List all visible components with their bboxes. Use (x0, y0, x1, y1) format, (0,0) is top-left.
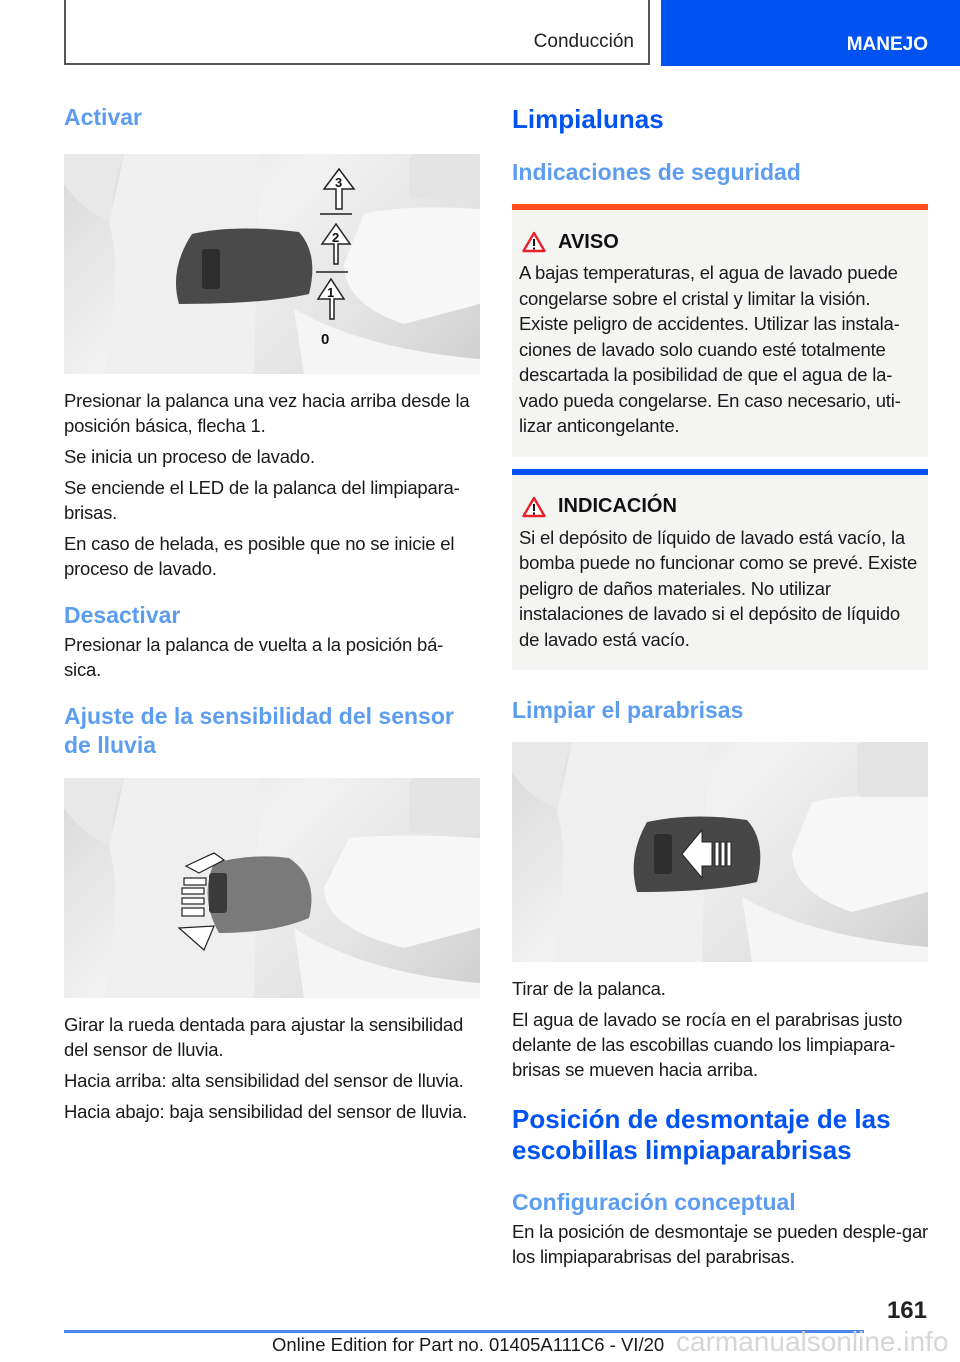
watermark: carmanualsonline.info (676, 1326, 949, 1357)
header-section-title: Conducción (533, 31, 634, 52)
lever-push-up-illustration (64, 154, 480, 374)
page-number: 161 (886, 1297, 927, 1324)
heading-configuracion-conceptual: Configuración conceptual (512, 1189, 796, 1215)
limpiar-text-1: Tirar de la palanca. (512, 978, 666, 999)
footer-edition-text: Online Edition for Part no. 01405A111C6 - VI/20 (272, 1334, 665, 1355)
lever-pull-illustration (512, 742, 928, 962)
warning-triangle-icon (522, 496, 546, 518)
thumbwheel-illustration (64, 778, 480, 998)
heading-limpialunas: Limpialunas (512, 104, 664, 134)
svg-text:1: 1 (327, 285, 335, 300)
heading-activar: Activar (64, 104, 142, 130)
limpiar-text-2: El agua de lavado se rocía en el parabrisas justo delante de las escobillas cuando los limpiapara-brisas se mueven hacia arriba. (512, 1009, 903, 1080)
warning-box-indicacion (512, 469, 928, 671)
header-chapter-tab (661, 0, 960, 66)
svg-text:0: 0 (321, 331, 330, 348)
heading-limpiar-parabrisas: Limpiar el parabrisas (512, 697, 744, 723)
activar-text-4: En caso de helada, es posible que no se inicie el proceso de lavado. (64, 533, 455, 579)
figure-thumbwheel (64, 778, 480, 998)
svg-text:2: 2 (332, 230, 340, 245)
figure-lever-push-up (64, 154, 480, 374)
header-section-box (64, 0, 650, 65)
warning-label-aviso: AVISO (558, 230, 619, 253)
ajuste-text-3: Hacia abajo: baja sensibilidad del sensor de lluvia. (64, 1101, 468, 1122)
ajuste-text-1: Girar la rueda dentada para ajustar la sensibilidad del sensor de lluvia. (64, 1014, 464, 1060)
activar-text-3: Se enciende el LED de la palanca del limpiapara-brisas. (64, 477, 460, 523)
right-column (512, 96, 928, 1269)
warning-text-indicacion: Si el depósito de líquido de lavado está vacío, la bomba puede no funcionar como se prevé. Existe peligro de daños materiales. No utilizar instalaciones de lavado si el depósito de líquido de lavado está vacío. (519, 526, 918, 650)
warning-box-aviso (512, 204, 928, 457)
figure-lever-pull (512, 742, 928, 962)
left-column (64, 96, 480, 1124)
header-chapter-label: MANEJO (846, 34, 928, 55)
ajuste-text-2: Hacia arriba: alta sensibilidad del sensor de lluvia. (64, 1070, 464, 1091)
warning-label-indicacion: INDICACIÓN (558, 495, 677, 517)
warning-text-aviso: A bajas temperaturas, el agua de lavado puede congelarse sobre el cristal y limitar la visión. Existe peligro de accidentes. Utilizar las instala-ciones de lavado solo cuando esté totalmente descartada la posibilidad de que el agua de la-vado pueda congelarse. En caso necesario, uti-lizar anticongelante. (519, 262, 901, 436)
warning-triangle-icon (522, 231, 546, 253)
svg-text:3: 3 (335, 175, 343, 190)
activar-text-2: Se inicia un proceso de lavado. (64, 446, 315, 467)
heading-desactivar: Desactivar (64, 602, 181, 628)
heading-posicion-desmontaje: Posición de desmontaje de las escobillas limpiaparabrisas (512, 1104, 891, 1165)
heading-ajuste-sensor: Ajuste de la sensibilidad del sensor de lluvia (64, 703, 454, 758)
posicion-text: En la posición de desmontaje se pueden desple-gar los limpiaparabrisas del parabrisas. (512, 1221, 928, 1267)
heading-indicaciones-seguridad: Indicaciones de seguridad (512, 159, 801, 185)
desactivar-text: Presionar la palanca de vuelta a la posición bá-sica. (64, 634, 444, 680)
activar-text-1: Presionar la palanca una vez hacia arriba desde la posición básica, flecha 1. (64, 390, 470, 436)
